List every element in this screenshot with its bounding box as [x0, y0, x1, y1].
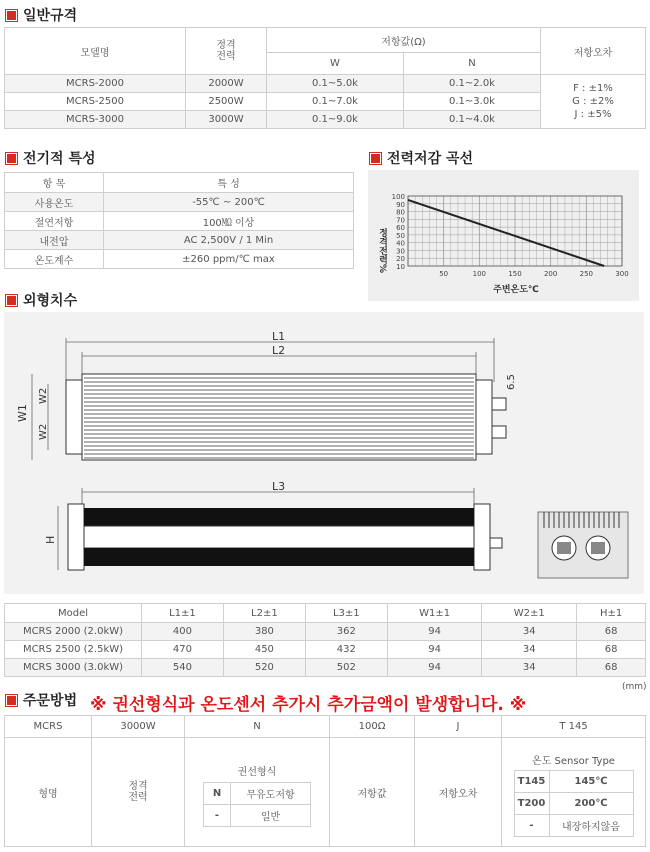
- winding-code: -: [204, 805, 231, 827]
- dimension-table: [4, 603, 646, 677]
- table-cell: 520: [223, 659, 305, 677]
- table-cell: 절연저항: [5, 212, 104, 231]
- chart-xtick: 250: [579, 270, 594, 278]
- chart-ytick: 60: [396, 224, 405, 233]
- section-title-general-text: 일반규격: [23, 8, 78, 24]
- unit-label: (mm): [622, 682, 647, 692]
- table-cell: 432: [305, 641, 387, 659]
- sensor-code: -: [514, 814, 549, 836]
- order-label-tolerance: 저항오차: [415, 738, 502, 847]
- order-code: MCRS: [5, 716, 92, 738]
- dim-header: W2±1: [482, 604, 577, 623]
- tolerance-cell: [541, 75, 646, 129]
- table-cell: MCRS 2000 (2.0kW): [5, 623, 142, 641]
- table-cell: 94: [387, 659, 482, 677]
- dim-w2b-label: W2: [38, 423, 49, 440]
- section-title-dimensions: [6, 290, 77, 310]
- chart-xtick: 200: [543, 270, 558, 278]
- section-title-electrical: [6, 148, 96, 168]
- winding-cell: [185, 738, 330, 847]
- dim-w1-label: W1: [16, 404, 29, 422]
- section-title-electrical-text: 전기적 특성: [23, 151, 96, 167]
- table-cell: 0.1~5.0k: [267, 75, 404, 93]
- table-cell: 사용온도: [5, 193, 104, 212]
- chart-ylabel: 정격전력%: [377, 228, 387, 274]
- section-title-derating-text: 전력저감 곡선: [387, 151, 474, 167]
- table-cell: 2500W: [186, 93, 267, 111]
- general-spec-table: [4, 27, 646, 129]
- tolerance-j: J : ±5%: [574, 109, 612, 120]
- table-cell: 450: [223, 641, 305, 659]
- dim-h-label: H: [44, 535, 57, 544]
- sensor-table: [514, 770, 634, 837]
- chart-ytick: 50: [396, 231, 405, 240]
- table-cell: 362: [305, 623, 387, 641]
- table-cell: 0.1~9.0k: [267, 111, 404, 129]
- section-title-order-text: 주문방법: [23, 693, 78, 709]
- bullet-square-icon: [6, 295, 17, 306]
- table-cell: 380: [223, 623, 305, 641]
- dimension-drawing-panel: [4, 312, 644, 594]
- sensor-cell: [502, 738, 646, 847]
- order-label-power: 정격 전력: [92, 738, 185, 847]
- chart-ytick: 30: [396, 247, 405, 256]
- sensor-desc: 내장하지않음: [549, 814, 633, 836]
- chart-ytick: 20: [396, 255, 405, 264]
- dim-l3-label: L3: [272, 480, 286, 493]
- table-cell: MCRS-2000: [5, 75, 186, 93]
- dim-w2a-label: W2: [38, 387, 49, 404]
- section-title-order: [6, 690, 77, 710]
- winding-desc: 일반: [231, 805, 311, 827]
- order-code: T 145: [502, 716, 646, 738]
- sensor-code: T145: [514, 770, 549, 792]
- bullet-square-icon: [6, 153, 17, 164]
- dim-l2-label: L2: [272, 344, 286, 357]
- dim-header: L2±1: [223, 604, 305, 623]
- section-title-general: [6, 5, 77, 25]
- table-cell: 94: [387, 623, 482, 641]
- table-cell: 470: [142, 641, 224, 659]
- order-table: [4, 715, 646, 847]
- order-label-type: 형명: [5, 738, 92, 847]
- table-cell: 540: [142, 659, 224, 677]
- table-cell: 502: [305, 659, 387, 677]
- order-code: J: [415, 716, 502, 738]
- chart-ytick: 100: [391, 193, 405, 201]
- order-warning: ※ 권선형식과 온도센서 추가시 추가금액이 발생합니다. ※: [90, 695, 527, 715]
- table-cell: 400: [142, 623, 224, 641]
- dimension-drawing: [4, 312, 644, 594]
- table-cell: 34: [482, 623, 577, 641]
- bullet-square-icon: [370, 153, 381, 164]
- header-w: W: [267, 53, 404, 75]
- dim-l1-label: L1: [272, 330, 286, 343]
- dim-65-label: 6.5: [506, 374, 517, 390]
- chart-ytick: 10: [396, 263, 405, 271]
- dim-header: L1±1: [142, 604, 224, 623]
- chart-xtick: 150: [508, 270, 522, 278]
- table-cell: MCRS-3000: [5, 111, 186, 129]
- winding-desc: 무유도저항: [231, 783, 311, 805]
- table-cell: -55℃ ~ 200℃: [104, 193, 354, 212]
- table-cell: ±260 ppm/℃ max: [104, 250, 354, 269]
- table-cell: 0.1~4.0k: [404, 111, 541, 129]
- bullet-square-icon: [6, 695, 17, 706]
- sensor-title: 온도 Sensor Type: [532, 755, 615, 767]
- order-code: N: [185, 716, 330, 738]
- order-code: 100Ω: [330, 716, 415, 738]
- table-cell: 2000W: [186, 75, 267, 93]
- sensor-desc: 200℃: [549, 792, 633, 814]
- table-cell: 68: [577, 659, 646, 677]
- header-char: 특 성: [104, 173, 354, 193]
- table-cell: 3000W: [186, 111, 267, 129]
- table-cell: MCRS 3000 (3.0kW): [5, 659, 142, 677]
- table-cell: 68: [577, 641, 646, 659]
- header-model: 모델명: [5, 28, 186, 75]
- table-cell: 0.1~3.0k: [404, 93, 541, 111]
- header-tolerance: 저항오차: [541, 28, 646, 75]
- table-cell: 34: [482, 641, 577, 659]
- header-resistance: 저항값(Ω): [267, 28, 541, 53]
- winding-table: [203, 782, 311, 827]
- table-cell: 34: [482, 659, 577, 677]
- winding-code: N: [204, 783, 231, 805]
- section-title-dimensions-text: 외형치수: [23, 293, 78, 309]
- chart-xtick: 100: [472, 270, 487, 278]
- dim-header: W1±1: [387, 604, 482, 623]
- chart-ytick: 70: [396, 216, 405, 225]
- derating-chart: [368, 170, 639, 301]
- header-n: N: [404, 53, 541, 75]
- electrical-table: [4, 172, 354, 269]
- chart-ytick: 90: [396, 200, 405, 209]
- chart-ytick: 40: [396, 239, 405, 248]
- table-cell: 94: [387, 641, 482, 659]
- dim-header: H±1: [577, 604, 646, 623]
- chart-xtick: 50: [439, 270, 449, 278]
- derating-chart-panel: [368, 170, 639, 301]
- sensor-desc: 145℃: [549, 770, 633, 792]
- chart-xtick: 300: [615, 270, 629, 278]
- table-cell: 0.1~2.0k: [404, 75, 541, 93]
- table-cell: 내전압: [5, 231, 104, 250]
- section-title-derating: [370, 148, 473, 168]
- chart-ytick: 80: [396, 208, 405, 217]
- chart-series-line: [408, 200, 604, 266]
- table-cell: MCRS-2500: [5, 93, 186, 111]
- header-item: 항 목: [5, 173, 104, 193]
- tolerance-f: F : ±1%: [573, 83, 613, 94]
- bullet-square-icon: [6, 10, 17, 21]
- order-label-resistance: 저항값: [330, 738, 415, 847]
- table-cell: MCRS 2500 (2.5kW): [5, 641, 142, 659]
- dim-header: Model: [5, 604, 142, 623]
- table-cell: 온도계수: [5, 250, 104, 269]
- header-power: 정격 전력: [186, 28, 267, 75]
- order-code: 3000W: [92, 716, 185, 738]
- table-cell: 68: [577, 623, 646, 641]
- table-cell: AC 2,500V / 1 Min: [104, 231, 354, 250]
- table-cell: 0.1~7.0k: [267, 93, 404, 111]
- tolerance-g: G : ±2%: [572, 96, 614, 107]
- table-cell: 100㏁ 이상: [104, 212, 354, 231]
- chart-xlabel: 주변온도℃: [493, 285, 539, 295]
- sensor-code: T200: [514, 792, 549, 814]
- winding-title: 권선형식: [237, 767, 277, 778]
- dim-header: L3±1: [305, 604, 387, 623]
